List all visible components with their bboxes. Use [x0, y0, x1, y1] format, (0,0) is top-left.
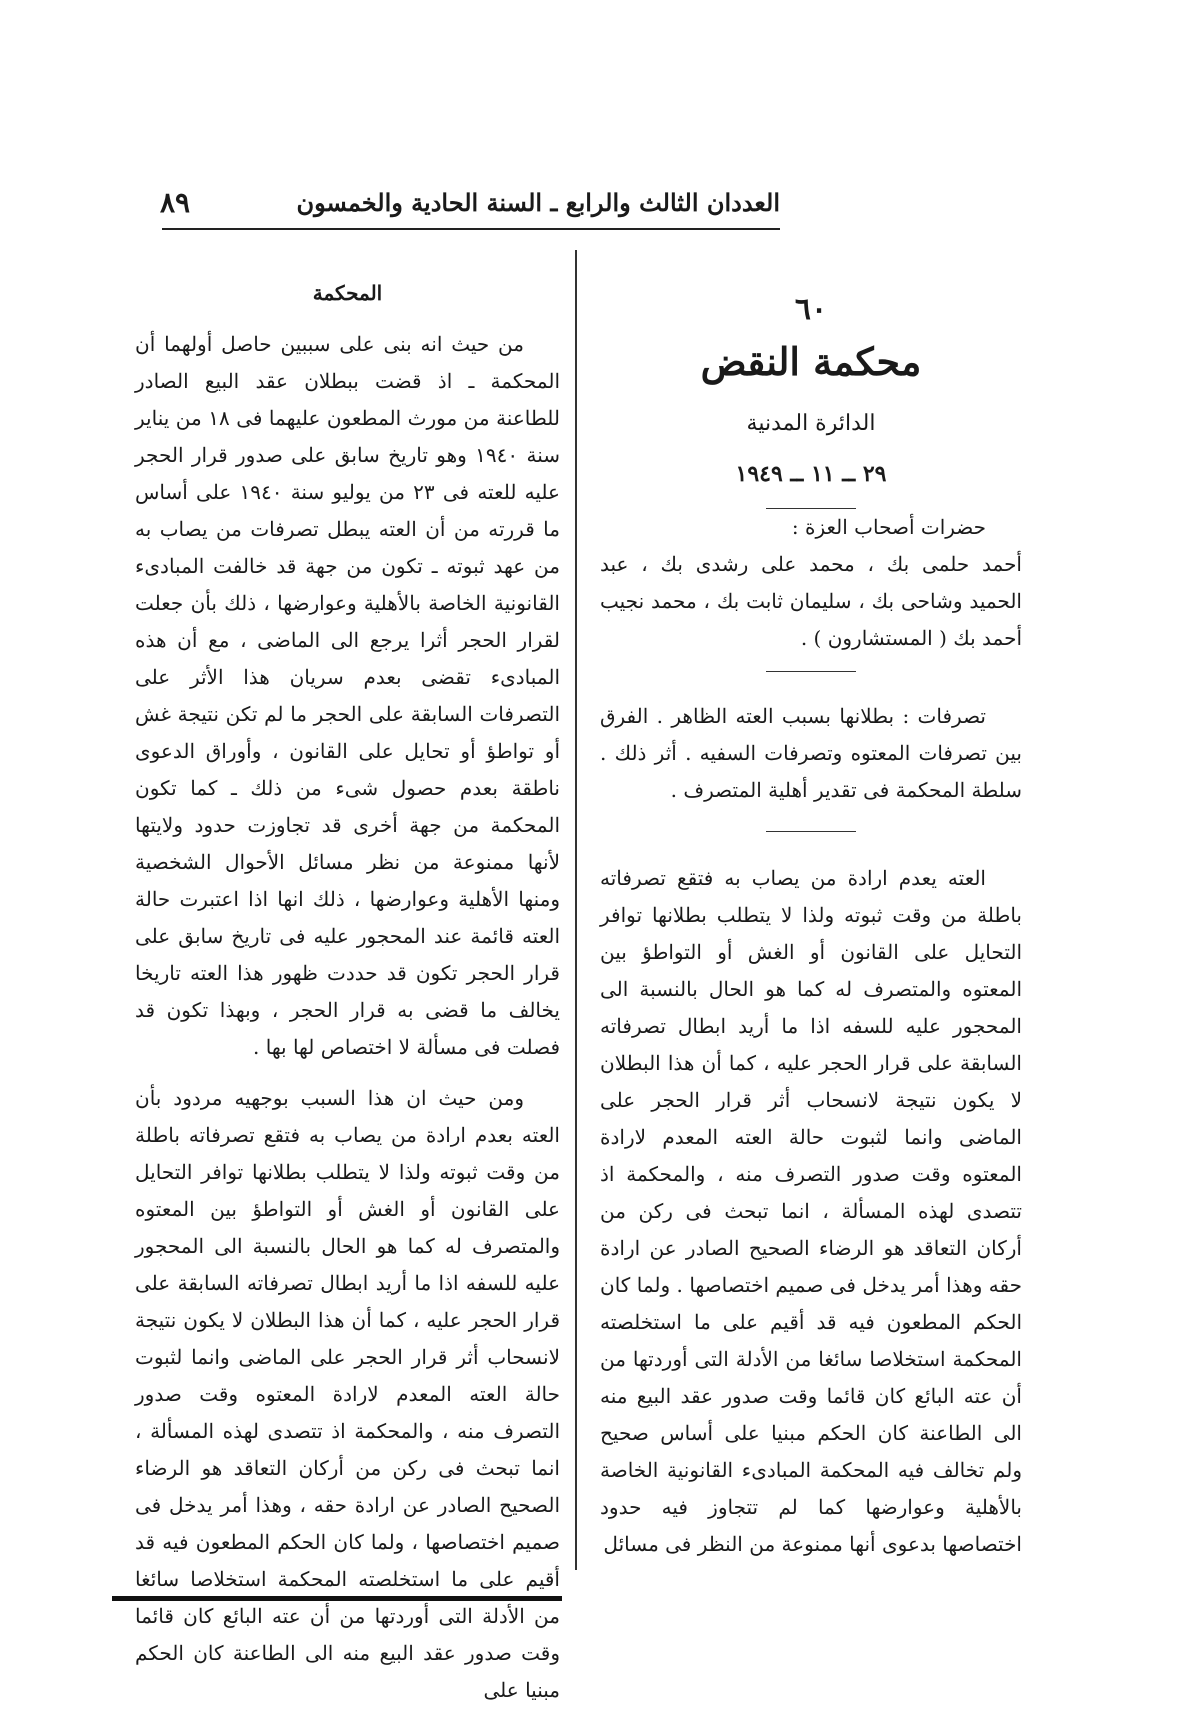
header-rule	[162, 228, 780, 230]
case-number: ٦٠	[794, 292, 828, 327]
principle-text: العته يعدم ارادة من يصاب به فتقع تصرفاته باطلة من وقت ثبوته ولذا لا يتطلب بطلانها توافر التحايل على القانون أو الغش أو التواطؤ بين المعتوه والمتصرف له كما هو الحال بالنسبة الى المحجور عليه للسفه اذا ما أريد ابطال تصرفاته السابقة على قرار الحجر عليه ، كما أن هذا البطلان لا يكون نتيجة لانسحاب أثر قرار الحجر على الماضى وانما لثبوت حالة العته المعدم لارادة المعتوه وقت صدور التصرف منه ، والمحكمة اذ تتصدى لهذه المسألة ، انما تبحث فى ركن من أركان التعاقد هو الرضاء الصحيح الصادر عن ارادة حقه وهذا أمر يدخل فى صميم اختصاصها . ولما كان الحكم المطعون فيه قد أقيم على ما استخلصته المحكمة استخلاصا سائغا من الأدلة التى أوردتها من أن عته البائع كان قائما وقت صدور عقد البيع منه الى الطاعنة كان الحكم مبنيا على أساس صحيح ولم تخالف فيه المحكمة المبادىء القانونية الخاصة بالأهلية وعوارضها كما لم تتجاوز فيه حدود اختصاصها بدعوى أنها ممنوعة من النظر فى مسائل	[600, 866, 1022, 1556]
paragraph: ومن حيث ان هذا السبب بوجهيه مردود بأن العته بعدم ارادة من يصاب به فتقع تصرفاته باطلة من وقت ثبوته ولذا لا يتطلب بطلانها توافر التحايل على القانون أو الغش أو التواطؤ بين المعتوه والمتصرف له كما هو الحال بالنسبة الى المحجور عليه للسفه اذا ما أريد ابطال تصرفاته السابقة على قرار الحجر عليه ، كما أن هذا البطلان لا يكون نتيجة لانسحاب أثر قرار الحجر على الماضى وانما لثبوت حالة العته المعدم لارادة المعتوه وقت صدور التصرف منه ، والمحكمة اذ تتصدى لهذه المسألة ، انما تبحث فى ركن من أركان التعاقد هو الرضاء الصحيح الصادر عن ارادة حقه ، وهذا أمر يدخل فى صميم اختصاصها ، ولما كان الحكم المطعون فيه قد أقيم على ما استخلصته المحكمة استخلاصا سائغا من الأدلة التى أوردتها من أن عته البائع كان قائما وقت صدور عقد البيع منه الى الطاعنة كان الحكم مبنيا على	[135, 1086, 560, 1702]
bottom-rule	[112, 1596, 562, 1601]
case-summary: تصرفات : بطلانها بسبب العته الظاهر . الفرق بين تصرفات المعتوه وتصرفات السفيه . أثر ذلك . سلطة المحكمة فى تقدير أهلية المتصرف .	[600, 704, 1022, 802]
judges-list: أحمد حلمى بك ، محمد على رشدى بك ، عبد الحميد وشاحى بك ، سليمان ثابت بك ، محمد نجيب أحمد بك ( المستشارون ) .	[600, 552, 1022, 650]
separator-rule	[766, 831, 856, 832]
chamber-name: الدائرة المدنية	[746, 411, 876, 436]
right-column	[600, 290, 1022, 1563]
running-title: العددان الثالث والرابع ـ السنة الحادية والخمسون	[296, 188, 780, 217]
separator-rule	[766, 671, 856, 672]
paragraph: من حيث انه بنى على سببين حاصل أولهما أن المحكمة ـ اذ قضت ببطلان عقد البيع الصادر للطاعنة من مورث المطعون عليهما فى ١٨ من يناير سنة ١٩٤٠ وهو تاريخ سابق على صدور قرار الحجر عليه للعته فى ٢٣ من يوليو سنة ١٩٤٠ على أساس ما قررته من أن العته يبطل تصرفات من يصاب به من عهد ثبوته ـ تكون من جهة قد خالفت المبادىء القانونية الخاصة بالأهلية وعوارضها ، ذلك بأن جعلت لقرار الحجر أثرا يرجع الى الماضى ، مع أن هذه المبادىء تقضى بعدم سريان هذا الأثر على التصرفات السابقة على الحجر ما لم تكن نتيجة غش أو تواطؤ أو تحايل على القانون ، وأوراق الدعوى ناطقة بعدم حصول شىء من ذلك ـ كما تكون المحكمة من جهة أخرى قد تجاوزت حدود ولايتها لأنها ممنوعة من نظر مسائل الأحوال الشخصية ومنها الأهلية وعوارضها ، ذلك انها اذا اعتبرت حالة العته قائمة عند المحجور عليه فى تاريخ سابق على قرار الحجر تكون قد حددت ظهور هذا العته تاريخا يخالف ما قضى به قرار الحجر ، وبهذا تكون قد فصلت فى مسألة لا اختصاص لها بها .	[135, 332, 561, 1059]
judges-intro: حضرات أصحاب العزة :	[791, 515, 986, 539]
left-column	[135, 275, 560, 1709]
page-number: ٨٩	[160, 186, 191, 219]
column-divider	[575, 250, 577, 1570]
case-date: ٢٩ ــ ١١ ــ ١٩٤٩	[735, 461, 887, 487]
page-header	[160, 188, 780, 228]
section-heading: المحكمة	[312, 281, 383, 305]
court-name: محكمة النقض	[700, 339, 922, 384]
